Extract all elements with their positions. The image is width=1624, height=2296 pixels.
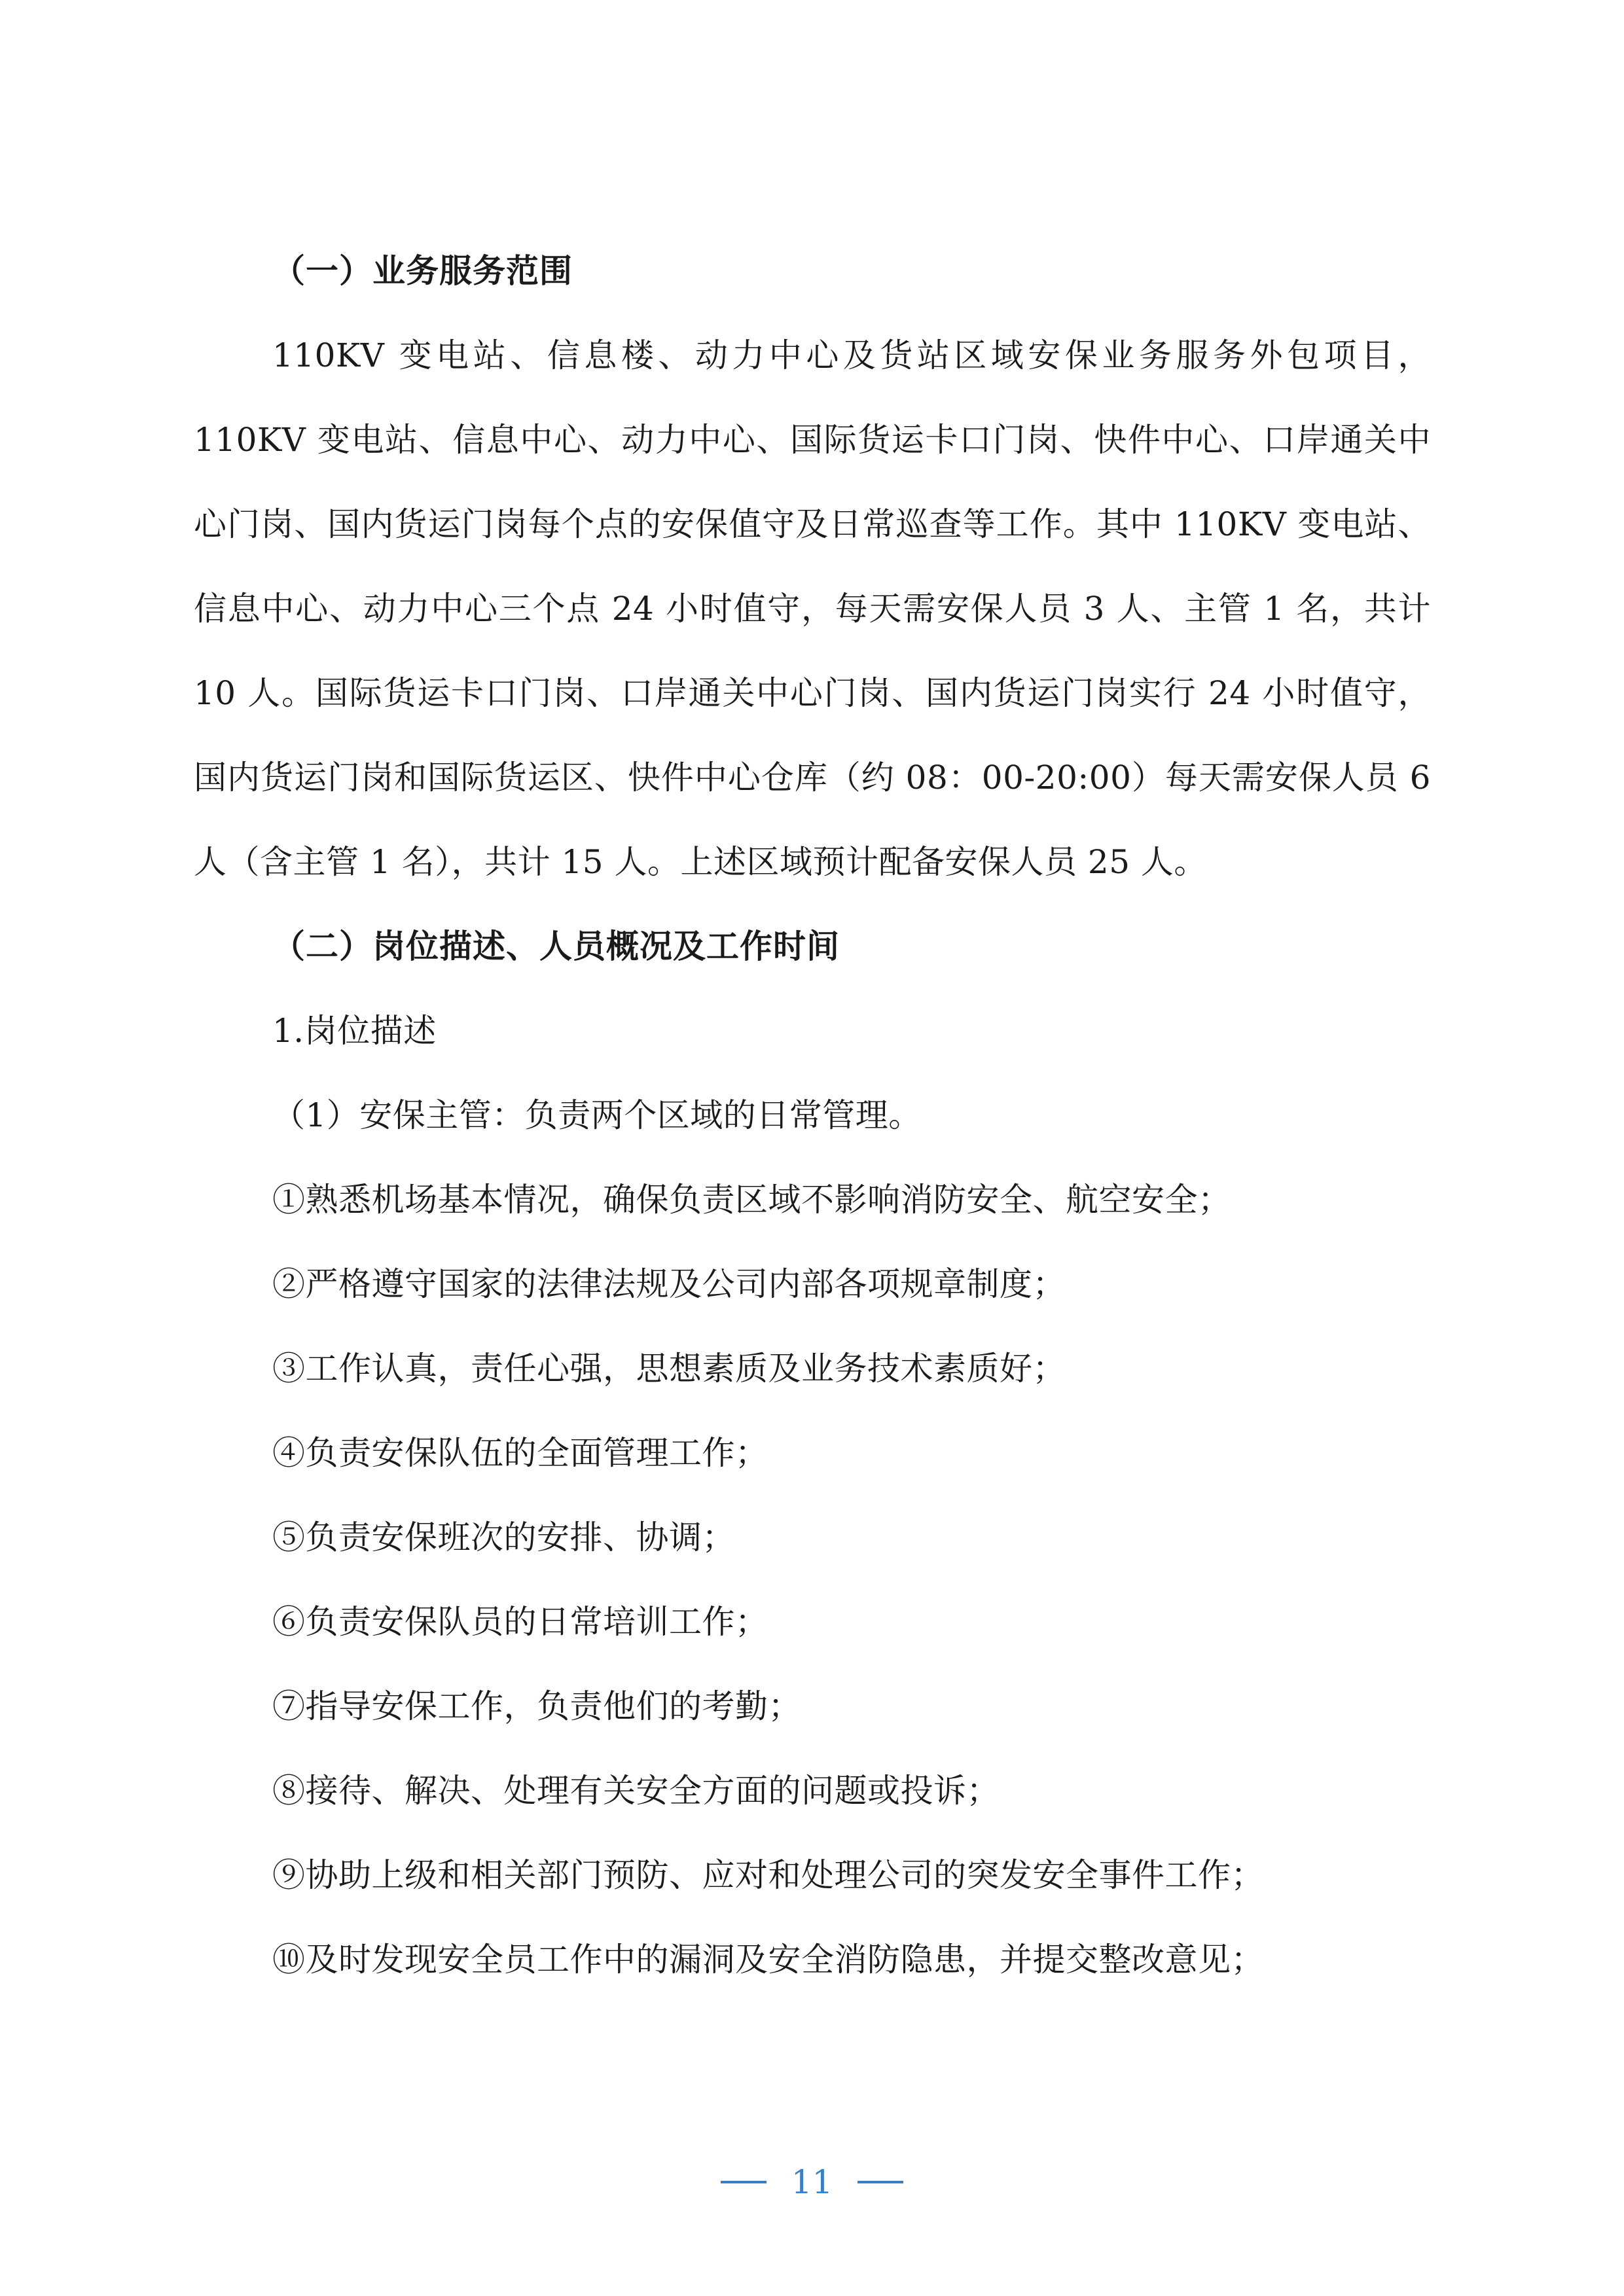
duty-item: ⑩及时发现安全员工作中的漏洞及安全消防隐患，并提交整改意见； — [272, 1941, 1264, 1979]
subheading-job-description: 1.岗位描述 — [272, 1012, 437, 1050]
scope-paragraph: 110KV 变电站、信息楼、动力中心及货站区域安保业务服务外包项目，110KV 变电站、信息中心、动力中心、国际货运卡口门岗、快件中心、口岸通关中心门岗、国内货运门岗每个点的安保值守及日常巡查等工作。其中 110KV 变电站、信息中心、动力中心三个点 24 小时值守，每天需安保人员 3 人、主管 1 名，共计 10 人。国际货运卡口门岗、口岸通关中心门岗、国内货运门岗实行 24 小时值守，国内货运门岗和国际货运区、快件中心仓库（约 08：00-20:00）每天需安保人员 6 人（含主管 1 名），共计 15 人。上述区域预计配备安保人员 25 人。 — [194, 336, 1431, 881]
duty-item: ③工作认真，责任心强，思想素质及业务技术素质好； — [272, 1350, 1066, 1388]
duty-item: ②严格遵守国家的法律法规及公司内部各项规章制度； — [272, 1265, 1066, 1303]
duty-item: ⑧接待、解决、处理有关安全方面的问题或投诉； — [272, 1772, 1000, 1810]
duty-item: ⑦指导安保工作，负责他们的考勤； — [272, 1687, 801, 1725]
page-footer — [0, 2153, 1624, 2208]
duty-list — [194, 1158, 1431, 2002]
duty-item: ⑥负责安保队员的日常培训工作； — [272, 1603, 768, 1641]
duty-item: ⑨协助上级和相关部门预防、应对和处理公司的突发安全事件工作； — [272, 1856, 1264, 1894]
duty-item: ④负责安保队伍的全面管理工作； — [272, 1434, 768, 1472]
duty-item: ⑤负责安保班次的安排、协调； — [272, 1518, 735, 1556]
section-heading-scope: （一）业务服务范围 — [272, 252, 573, 290]
section-heading-positions: （二）岗位描述、人员概况及工作时间 — [272, 927, 840, 965]
page-number: 11 — [791, 2163, 833, 2201]
document-body — [194, 229, 1431, 2002]
footer-dash-left — [721, 2181, 767, 2183]
duty-item: ①熟悉机场基本情况，确保负责区域不影响消防安全、航空安全； — [272, 1181, 1231, 1219]
footer-dash-right — [857, 2181, 903, 2183]
role-security-supervisor: （1）安保主管：负责两个区域的日常管理。 — [272, 1096, 922, 1134]
